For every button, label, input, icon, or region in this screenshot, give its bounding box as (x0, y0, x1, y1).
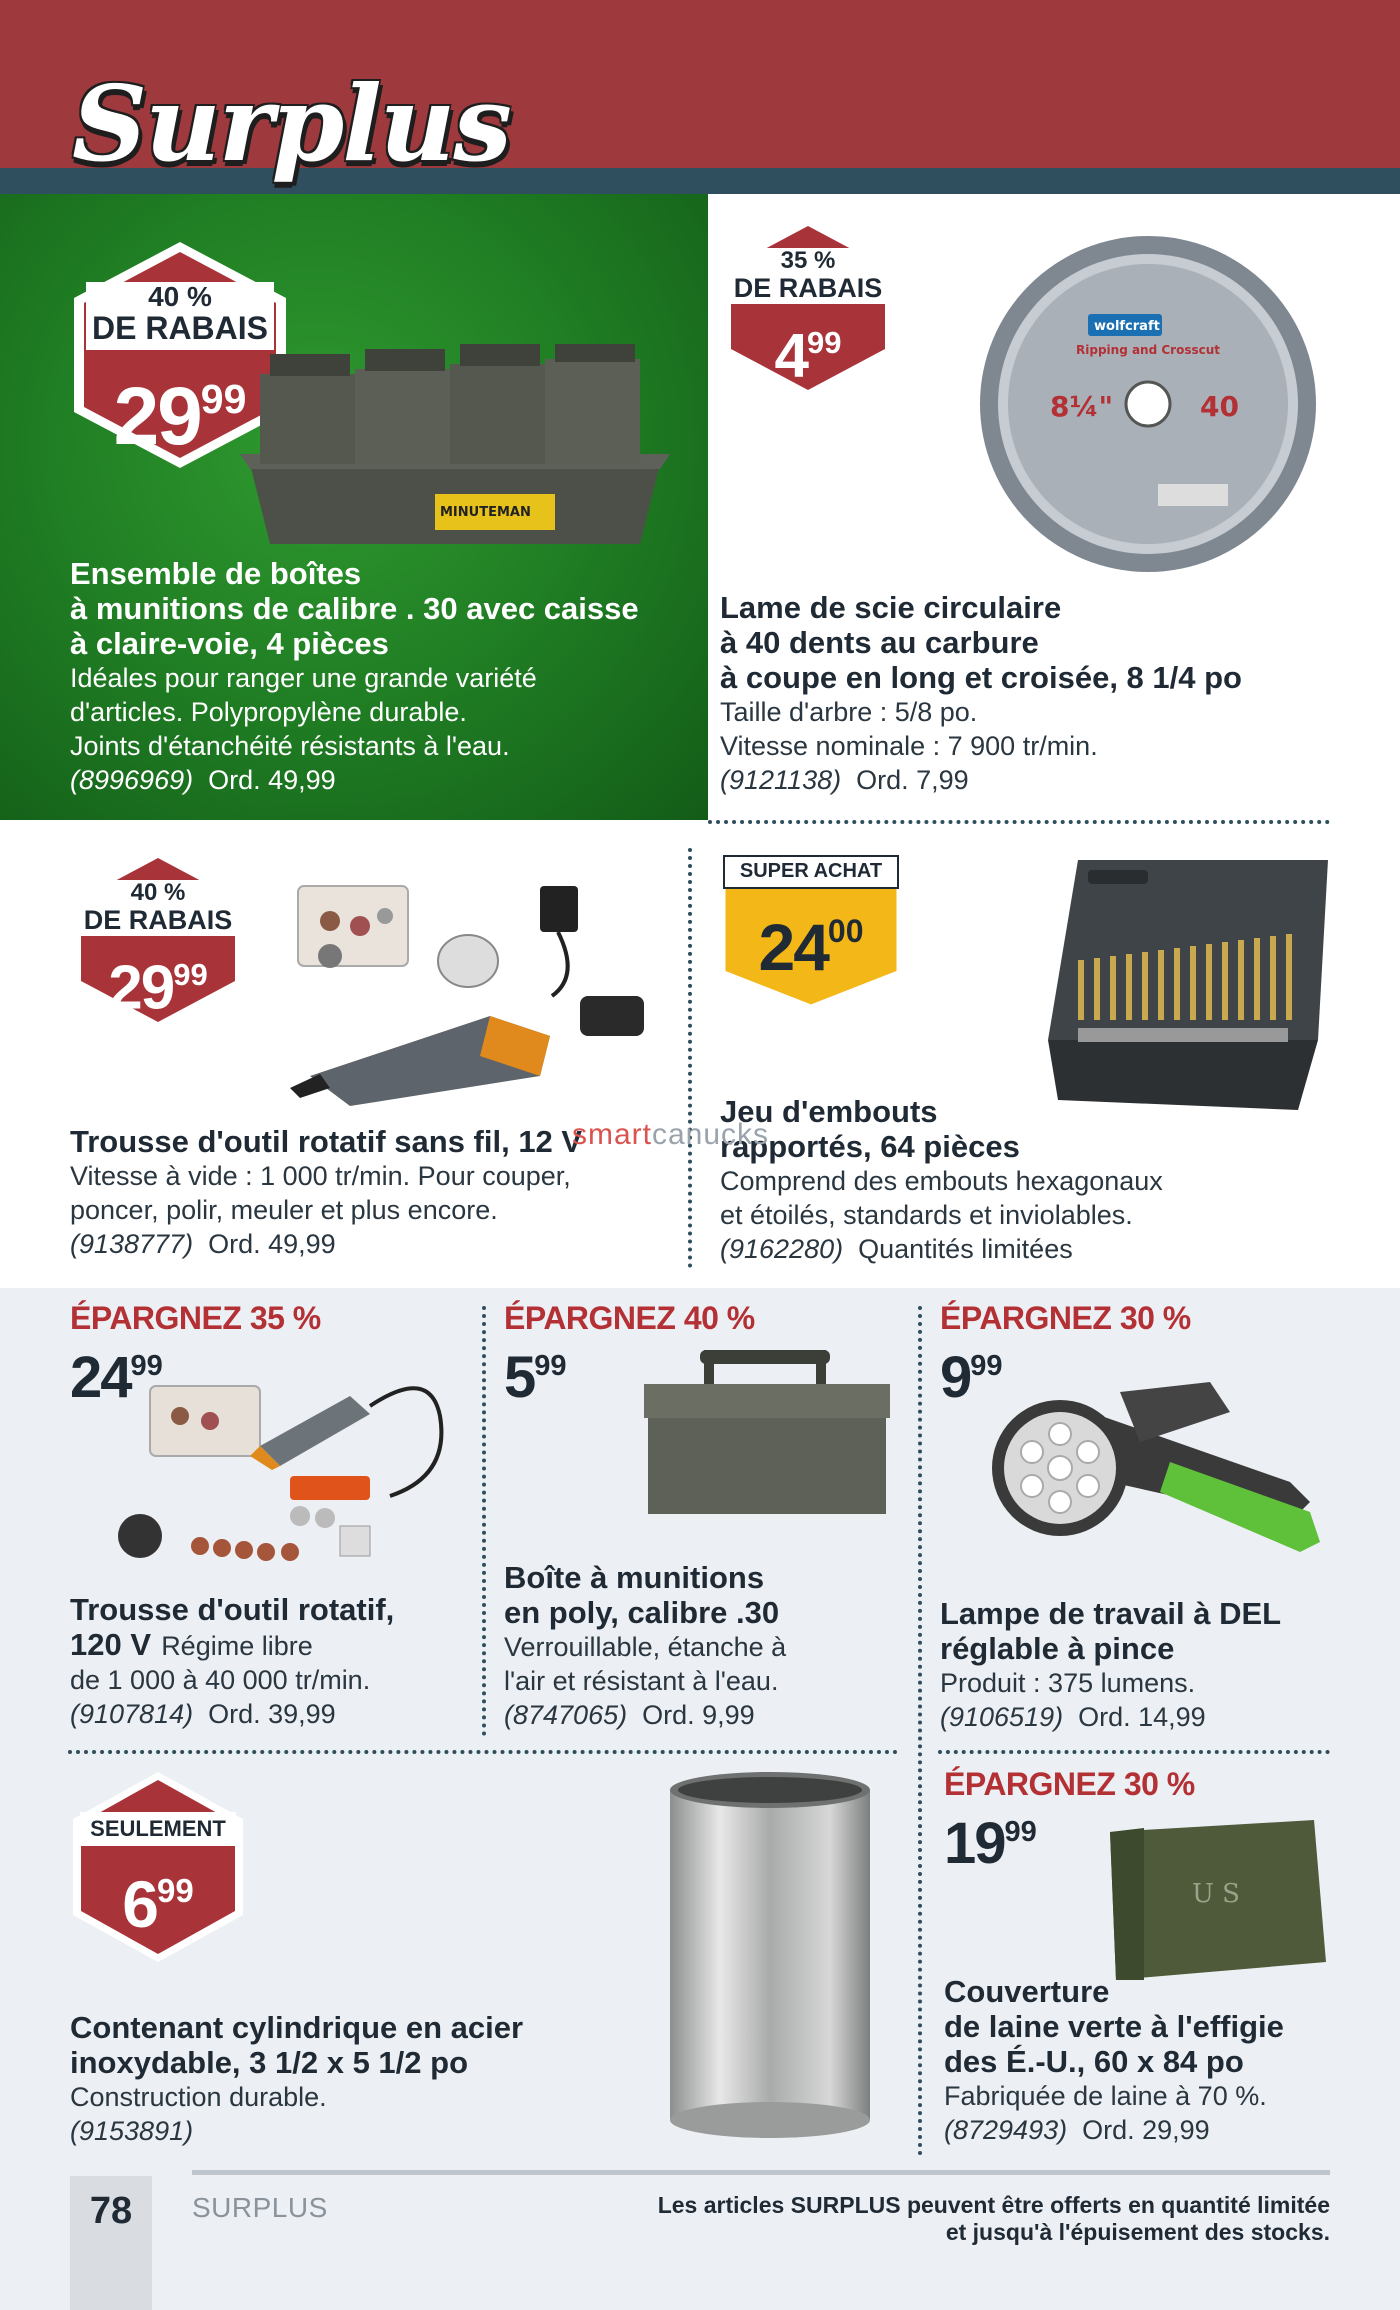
product-ammo-set[interactable] (0, 194, 708, 820)
savings-label: ÉPARGNEZ 35 % (70, 1300, 321, 1336)
blade-size: 8¼" (1050, 390, 1114, 423)
product-title: Lampe de travail à DEL (940, 1596, 1282, 1631)
super-achat-badge (720, 854, 902, 1010)
badge-label: DE RABAIS (83, 905, 233, 935)
product-sku: (8729493) (944, 2115, 1068, 2145)
badge-price: $24^{00}$ (758, 910, 864, 984)
product-title-line2: rapportés, 64 pièces (720, 1129, 1020, 1164)
divider-dots-vertical (482, 1306, 486, 1736)
product-desc: Vitesse à vide : 1 000 tr/min. Pour couper, (70, 1161, 571, 1191)
product-desc-line2: l'air et résistant à l'eau. (504, 1666, 779, 1696)
badge-percent: 35 % (780, 247, 836, 274)
product-title-line2: inoxydable, 3 1/2 x 5 1/2 po (70, 2045, 469, 2080)
blade-brand: wolfcraft (1094, 319, 1160, 334)
disclaimer-line2: et jusqu'à l'épuisement des stocks. (945, 2219, 1330, 2245)
work-lamp-text (940, 1596, 1340, 1734)
badge-price: $29^{99}$ (113, 370, 247, 462)
badge-price: $29^{99}$ (108, 953, 208, 1023)
saw-blade-image (978, 234, 1318, 574)
product-desc: de 1 000 à 40 000 tr/min. (70, 1665, 371, 1695)
product-desc: Idéales pour ranger une grande variété (70, 663, 537, 693)
product-blanket[interactable] (944, 1766, 1340, 2156)
regular-price: Ord. 9,99 (642, 1700, 755, 1730)
divider-dots (938, 1750, 1330, 1754)
product-work-lamp[interactable] (940, 1300, 1340, 1740)
regular-price: Ord. 49,99 (208, 1229, 336, 1259)
product-ammo-box[interactable] (504, 1300, 904, 1740)
regular-price: Ord. 49,99 (208, 765, 336, 795)
product-desc: Produit : 375 lumens. (940, 1668, 1196, 1698)
badge-price: $4^{99}$ (774, 321, 842, 391)
product-desc: Verrouillable, étanche à (504, 1632, 787, 1662)
footer-rule (192, 2170, 1330, 2175)
product-desc-line3: Joints d'étanchéité résistants à l'eau. (70, 731, 510, 761)
product-sku: (9162280) (720, 1234, 844, 1264)
us-emblem: U S (1192, 1879, 1240, 1909)
product-desc: Construction durable. (70, 2082, 327, 2112)
product-desc-line2: d'articles. Polypropylène durable. (70, 697, 467, 727)
product-desc-line2: poncer, polir, meuler et plus encore. (70, 1195, 498, 1225)
regular-price: Ord. 29,99 (1082, 2115, 1210, 2145)
regular-price: Ord. 7,99 (856, 765, 969, 795)
savings-label: ÉPARGNEZ 30 % (940, 1300, 1191, 1336)
section-name: SURPLUS (192, 2192, 328, 2223)
badge-percent: 40 % (148, 281, 212, 312)
watermark: smartcanucks (572, 1118, 770, 1151)
blade-teeth: 40 (1200, 390, 1239, 423)
product-title-line3: des É.-U., 60 x 84 po (944, 2044, 1244, 2079)
surplus-logo: Surplus (72, 62, 510, 185)
discount-badge (720, 216, 896, 400)
product-title: Contenant cylindrique en acier (70, 2010, 524, 2045)
product-title-line2: de laine verte à l'effigie (944, 2009, 1284, 2044)
product-title-line2: à 40 dents au carbure (720, 625, 1039, 660)
price-badge (70, 1770, 246, 1964)
price: $24^{99}$ (70, 1344, 163, 1410)
product-sku: (8747065) (504, 1700, 628, 1730)
regular-price: Ord. 39,99 (208, 1699, 336, 1729)
product-sku: (9121138) (720, 765, 842, 795)
discount-badge (70, 848, 246, 1032)
regular-price: Quantités limitées (858, 1234, 1073, 1264)
savings-label: ÉPARGNEZ 30 % (944, 1766, 1195, 1802)
badge-label: SEULEMENT (80, 1812, 236, 1846)
wool-blanket-image (1104, 1812, 1330, 1988)
product-rotary-120v[interactable] (70, 1300, 470, 1740)
ammo-box-text (504, 1560, 904, 1732)
product-sku: (9107814) (70, 1699, 194, 1729)
product-title: Couverture (944, 1974, 1110, 2009)
divider-dots (68, 1750, 898, 1754)
product-sku: (9153891) (70, 2116, 194, 2146)
ammo-crates-image (240, 344, 670, 564)
page-number: 78 (70, 2176, 152, 2310)
product-bit-set[interactable] (708, 830, 1400, 1280)
product-desc: Taille d'arbre : 5/8 po. (720, 697, 978, 727)
product-desc-inline: Régime libre (161, 1631, 313, 1661)
product-title-line3: à coupe en long et croisée, 8 1/4 po (720, 660, 1242, 695)
product-title: Jeu d'embouts (720, 1094, 938, 1129)
product-sku: (9138777) (70, 1229, 194, 1259)
disclaimer (570, 2192, 1330, 2246)
product-container[interactable] (70, 1770, 910, 2150)
divider-dots-vertical (918, 1306, 922, 2156)
cordless-rotary-image (290, 866, 650, 1116)
badge-price: $6^{99}$ (122, 1866, 194, 1941)
ammo-set-text (70, 556, 690, 797)
badge-label: DE RABAIS (91, 310, 268, 346)
product-title: Trousse d'outil rotatif, (70, 1592, 395, 1627)
product-title-line3: à claire-voie, 4 pièces (70, 626, 389, 661)
product-desc: Fabriquée de laine à 70 %. (944, 2081, 1267, 2111)
product-sku: (9106519) (940, 1702, 1064, 1732)
product-cordless-rotary[interactable] (0, 830, 690, 1280)
product-title: Lame de scie circulaire (720, 590, 1062, 625)
bit-set-text (720, 1094, 1380, 1266)
product-title: Ensemble de boîtes (70, 556, 362, 591)
disclaimer-line1: Les articles SURPLUS peuvent être offerts en quantité limitée (657, 2192, 1330, 2218)
crate-brand: MINUTEMAN (440, 505, 531, 520)
product-title-line2: 120 V (70, 1627, 152, 1662)
product-title-line2: à munitions de calibre . 30 avec caisse (70, 591, 639, 626)
product-title: Trousse d'outil rotatif sans fil, 12 V (70, 1124, 583, 1159)
badge-percent: 40 % (130, 879, 186, 906)
savings-label: ÉPARGNEZ 40 % (504, 1300, 755, 1336)
product-title: Boîte à munitions (504, 1560, 765, 1595)
rotary-kit-image (110, 1356, 470, 1576)
product-title-line2: en poly, calibre .30 (504, 1595, 780, 1630)
product-saw-blade[interactable] (708, 194, 1400, 820)
blanket-text (944, 1974, 1340, 2147)
product-sku: (8996969) (70, 765, 194, 795)
price: $5^{99}$ (504, 1344, 567, 1410)
product-title-line2: réglable à pince (940, 1631, 1175, 1666)
blade-text: Ripping and Crosscut (1076, 343, 1221, 357)
regular-price: Ord. 14,99 (1078, 1702, 1206, 1732)
rotary-120v-text (70, 1592, 480, 1731)
bit-set-case-image (1038, 840, 1338, 1120)
badge-label: DE RABAIS (733, 273, 883, 303)
product-desc: Comprend des embouts hexagonaux (720, 1166, 1163, 1196)
container-text (70, 2010, 650, 2148)
steel-container-image (660, 1770, 880, 2150)
product-desc-line2: et étoilés, standards et inviolables. (720, 1200, 1133, 1230)
work-lamp-image (990, 1372, 1330, 1572)
badge-label: SUPER ACHAT (739, 860, 883, 882)
price: $19^{99}$ (944, 1810, 1037, 1876)
saw-blade-text (720, 590, 1380, 797)
price: $9^{99}$ (940, 1344, 1003, 1410)
product-desc-line2: Vitesse nominale : 7 900 tr/min. (720, 731, 1098, 761)
ammo-box-image (640, 1348, 896, 1518)
divider-dots (708, 820, 1330, 824)
